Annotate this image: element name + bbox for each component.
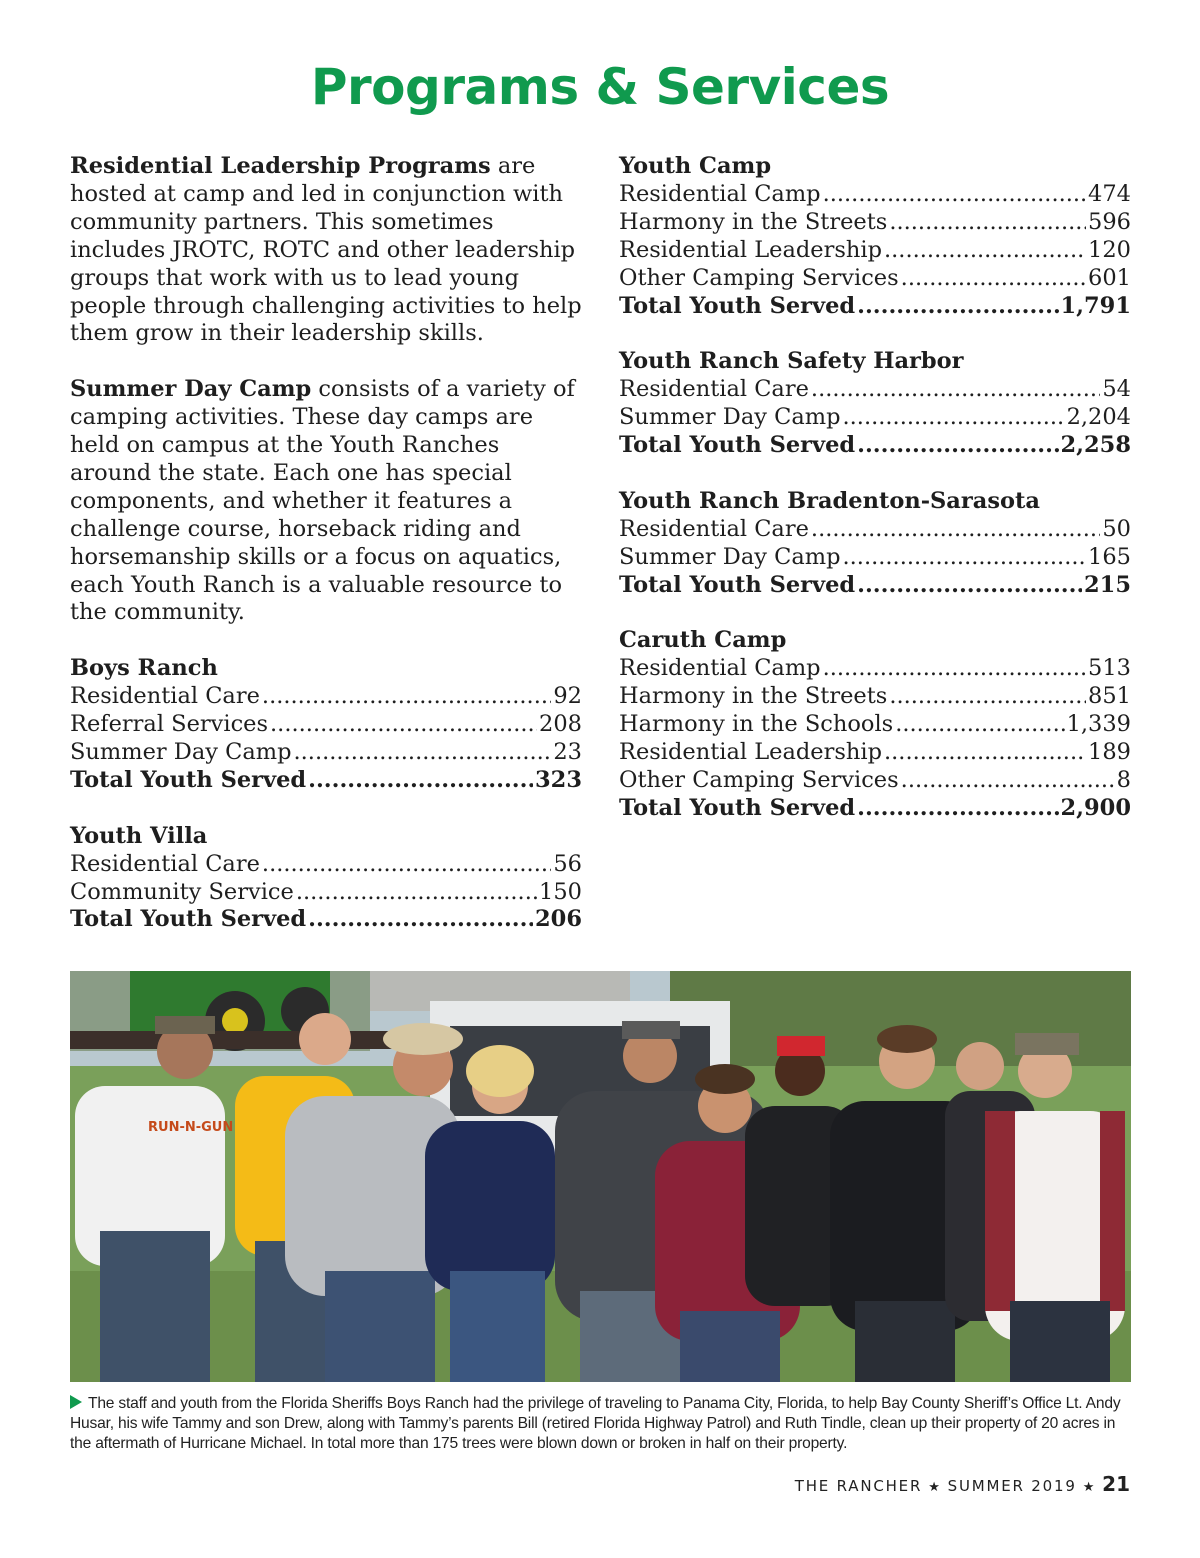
right-column (619, 153, 1131, 851)
dot-leader (889, 683, 1086, 711)
dot-leader (262, 851, 551, 879)
program-descriptions (70, 153, 582, 627)
stats-row-label: Residential Care (619, 515, 809, 542)
page-footer (795, 1472, 1130, 1496)
stats-row-label: Summer Day Camp (619, 404, 841, 431)
stats-total-label: Total Youth Served (619, 292, 856, 319)
stats-row-value: 601 (1088, 264, 1131, 291)
stats-block (70, 655, 582, 795)
stats-row-value: 50 (1102, 515, 1131, 542)
stats-block-title: Boys Ranch (70, 655, 218, 682)
stats-row (619, 209, 1131, 237)
dot-leader (842, 404, 1064, 432)
stats-row-label: Residential Camp (619, 655, 821, 682)
dot-leader (308, 906, 533, 934)
stats-row-value: 150 (539, 878, 582, 905)
stats-total-row (619, 293, 1131, 321)
stats-row (70, 851, 582, 879)
stats-block (619, 488, 1131, 600)
stats-block-title: Youth Villa (70, 822, 208, 849)
dot-leader (895, 711, 1064, 739)
dot-leader (811, 376, 1100, 404)
stats-row-value: 1,339 (1066, 711, 1131, 738)
stats-row (619, 767, 1131, 795)
stats-row-label: Summer Day Camp (619, 543, 841, 570)
dot-leader (889, 209, 1086, 237)
stats-total-value: 2,258 (1060, 432, 1131, 459)
stats-total-label: Total Youth Served (70, 766, 307, 793)
stats-row-label: Harmony in the Streets (619, 208, 888, 235)
stats-row-label: Residential Care (619, 376, 809, 403)
stats-total-value: 206 (535, 906, 582, 933)
stats-row-label: Harmony in the Streets (619, 683, 888, 710)
stats-total-value: 215 (1084, 571, 1131, 598)
stats-total-row (70, 767, 582, 795)
dot-leader (857, 572, 1082, 600)
stats-block-title: Youth Ranch Safety Harbor (619, 348, 964, 375)
stats-row (619, 544, 1131, 572)
stats-total-row (619, 572, 1131, 600)
dot-leader (884, 739, 1086, 767)
stats-row (70, 879, 582, 907)
stats-row (619, 683, 1131, 711)
star-separator-icon: ★ (1082, 1480, 1097, 1495)
stats-total-label: Total Youth Served (619, 571, 856, 598)
stats-total-value: 323 (535, 766, 582, 793)
dot-leader (823, 181, 1086, 209)
stats-row-label: Residential Leadership (619, 738, 882, 765)
stats-row-value: 56 (553, 850, 582, 877)
stats-row-value: 208 (539, 711, 582, 738)
left-stats (70, 655, 582, 934)
stats-row-value: 120 (1088, 236, 1131, 263)
stats-row (619, 711, 1131, 739)
stats-row (70, 739, 582, 767)
dot-leader (293, 739, 551, 767)
stats-total-value: 2,900 (1060, 794, 1131, 821)
stats-row (619, 181, 1131, 209)
stats-row-value: 92 (553, 683, 582, 710)
stats-total-row (619, 432, 1131, 460)
stats-row (619, 516, 1131, 544)
stats-total-label: Total Youth Served (619, 794, 856, 821)
stats-row (619, 265, 1131, 293)
dot-leader (823, 655, 1086, 683)
stats-row-label: Harmony in the Schools (619, 711, 894, 738)
stats-row (70, 711, 582, 739)
photo-caption (70, 1394, 1131, 1454)
dot-leader (857, 293, 1058, 321)
dot-leader (262, 683, 551, 711)
dot-leader (296, 879, 537, 907)
stats-row-label: Summer Day Camp (70, 739, 292, 765)
program-description (70, 376, 582, 627)
dot-leader (308, 767, 533, 795)
shirt-print-text: RUN-N-GUN (148, 1120, 234, 1135)
stats-block (619, 153, 1131, 320)
stats-row-label: Residential Camp (619, 180, 821, 207)
star-separator-icon: ★ (928, 1480, 942, 1495)
stats-row (619, 739, 1131, 767)
stats-row-value: 2,204 (1066, 404, 1131, 431)
stats-row (619, 655, 1131, 683)
dot-leader (901, 767, 1115, 795)
stats-row (70, 683, 582, 711)
stats-row-value: 596 (1088, 208, 1131, 235)
stats-row-label: Residential Care (70, 850, 260, 877)
left-column (70, 153, 582, 962)
group-photo (70, 971, 1131, 1382)
stats-block-title: Caruth Camp (619, 627, 787, 654)
stats-row-value: 474 (1088, 180, 1131, 207)
stats-row-label: Residential Care (70, 683, 260, 710)
stats-row-value: 851 (1088, 683, 1131, 710)
caption-arrow-icon (70, 1395, 82, 1409)
stats-row-value: 189 (1088, 738, 1131, 765)
publication-name: THE RANCHER (794, 1477, 923, 1495)
stats-total-value: 1,791 (1060, 292, 1131, 319)
stats-row-value: 513 (1088, 655, 1131, 682)
caption-text: The staff and youth from the Florida Sheriffs Boys Ranch had the privilege of traveling to Panama City, Florida, to help Bay County Sheriff’s Office Lt. Andy Husar, his wife Tammy and son Drew, along with Tammy’s parents Bill (retired Florida Highway Patrol) and Ruth Tindle, clean up their property of 20 acres in the aftermath of Hurricane Michael. In total more than 175 trees were blown down or broken in half on their property. (70, 1395, 1121, 1452)
program-name: Residential Leadership Programs (70, 153, 491, 179)
group-photo-illustration (70, 971, 1131, 1382)
dot-leader (884, 237, 1086, 265)
stats-block-title: Youth Camp (619, 153, 772, 179)
stats-row (619, 376, 1131, 404)
stats-row-value: 54 (1102, 376, 1131, 403)
dot-leader (901, 265, 1086, 293)
stats-block (70, 823, 582, 935)
program-description-text: are hosted at camp and led in conjunction with community partners. This sometimes includes JROTC, ROTC and other leadership groups that work with us to lead young people through challenging activities to help them grow in their leadership skills. (70, 153, 582, 347)
dot-leader (842, 544, 1086, 572)
stats-row (619, 237, 1131, 265)
stats-row-value: 165 (1088, 543, 1131, 570)
stats-total-row (619, 795, 1131, 823)
stats-row-value: 23 (553, 739, 582, 765)
page-title: Programs & Services (310, 58, 890, 116)
stats-row-label: Community Service (70, 878, 294, 905)
stats-block (619, 348, 1131, 460)
stats-row-label: Residential Leadership (619, 236, 882, 263)
stats-block-title: Youth Ranch Bradenton-Sarasota (619, 487, 1040, 514)
stats-total-row (70, 906, 582, 934)
issue-date: SUMMER 2019 (947, 1477, 1077, 1495)
program-description-text: consists of a variety of camping activities. These day camps are held on campus at the Youth Ranches around the state. Each one has special components, and whether it features a challenge course, horseback riding and horsemanship skills or a focus on aquatics, each Youth Ranch is a valuable resource to the community. (70, 376, 575, 626)
stats-row (619, 404, 1131, 432)
stats-total-label: Total Youth Served (619, 432, 856, 459)
dot-leader (857, 432, 1058, 460)
dot-leader (270, 711, 537, 739)
right-stats (619, 153, 1131, 823)
stats-row-label: Other Camping Services (619, 766, 899, 793)
page-number: 21 (1102, 1472, 1130, 1496)
stats-block (619, 627, 1131, 822)
stats-total-label: Total Youth Served (70, 906, 307, 933)
stats-row-label: Other Camping Services (619, 264, 899, 291)
stats-row-value: 8 (1116, 766, 1131, 793)
program-name: Summer Day Camp (70, 376, 312, 403)
dot-leader (811, 516, 1100, 544)
stats-row-label: Referral Services (70, 711, 269, 738)
program-description (70, 153, 582, 348)
dot-leader (857, 795, 1058, 823)
